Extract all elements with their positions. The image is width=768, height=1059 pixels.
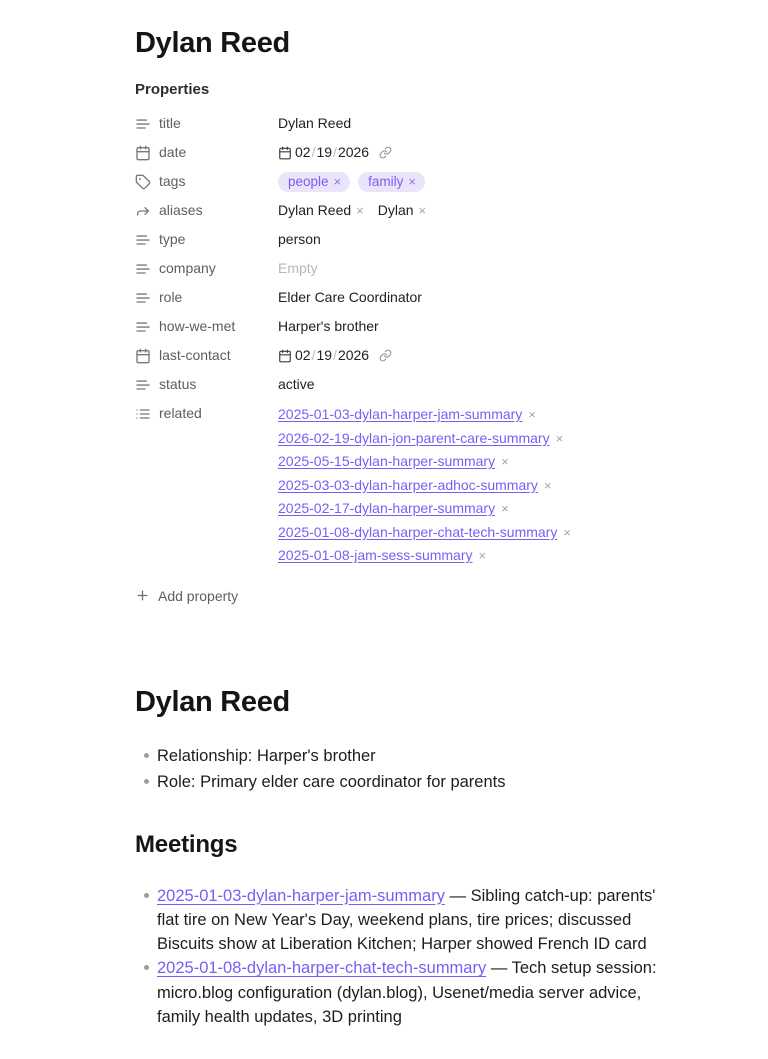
property-key-title[interactable] [135,113,278,134]
property-key-aliases[interactable] [135,200,278,221]
text-icon [135,319,151,335]
link-icon[interactable] [379,146,392,159]
property-label: role [159,289,183,305]
plus-icon [135,588,150,603]
property-label: type [159,231,186,247]
related-item [278,403,668,427]
property-value-status[interactable] [278,374,668,395]
property-value-role[interactable] [278,287,668,308]
property-key-status[interactable] [135,374,278,395]
property-value-date[interactable] [278,142,668,163]
property-key-date[interactable] [135,142,278,163]
related-link[interactable]: 2025-01-08-jam-sess-summary [278,547,473,563]
property-label: related [159,405,202,421]
text-icon [135,377,151,393]
property-row-date [135,138,668,167]
property-text: active [278,376,315,392]
text-icon [135,232,151,248]
link-icon[interactable] [379,349,392,362]
date-year[interactable]: 2026 [337,144,370,160]
property-label: tags [159,173,186,189]
property-label: how-we-met [159,318,236,334]
related-item [278,474,668,498]
property-value-aliases[interactable] [278,200,668,221]
property-key-role[interactable] [135,287,278,308]
remove-link-icon[interactable]: × [563,524,571,540]
related-link[interactable]: 2025-01-08-dylan-harper-chat-tech-summary [278,523,558,540]
related-item [278,544,668,568]
related-link[interactable]: 2025-05-15-dylan-harper-summary [278,453,496,469]
related-item [278,521,668,545]
remove-link-icon[interactable]: × [555,430,564,446]
property-value-company[interactable] [278,258,668,279]
property-row-related [135,399,668,572]
calendar-icon [135,348,151,364]
remove-alias-icon[interactable]: × [418,203,427,218]
related-link[interactable]: 2025-03-03-dylan-harper-adhoc-summary [278,476,538,493]
meeting-description: — Sibling catch-up: parents' flat tire on New Year's Day, weekend plans, tire prices; discussed Biscuits show at Liberation Kitchen; Harper showed French ID card [157,886,656,954]
tag-label: people [288,173,329,189]
property-row-how-we-met [135,312,668,341]
remove-link-icon[interactable]: × [528,407,536,422]
date-separator: / [311,347,316,363]
related-link[interactable]: 2025-01-03-dylan-harper-jam-summary [278,406,523,422]
property-key-type[interactable] [135,229,278,250]
related-link[interactable]: 2026-02-19-dylan-jon-parent-care-summary [278,429,550,446]
properties-table [135,109,668,572]
properties-panel [135,81,668,605]
empty-placeholder: Empty [278,260,318,276]
date-day[interactable]: 19 [316,347,333,363]
alias-label: Dylan [377,202,414,218]
property-label: last-contact [159,347,231,363]
property-row-company [135,254,668,283]
property-value-title[interactable] [278,113,668,134]
calendar-icon [135,145,151,161]
property-row-tags [135,167,668,196]
property-label: status [159,376,197,392]
profile-list [135,743,668,795]
remove-link-icon[interactable]: × [501,454,509,469]
tag-pill[interactable] [278,172,350,192]
body-heading: Dylan Reed [135,685,290,718]
property-row-role [135,283,668,312]
list-item [157,956,668,1029]
meeting-link[interactable]: 2025-01-03-dylan-harper-jam-summary [157,886,445,905]
property-key-how-we-met[interactable] [135,316,278,337]
date-separator: / [333,144,337,160]
forward-icon [135,203,151,219]
meeting-link[interactable]: 2025-01-08-dylan-harper-chat-tech-summary [157,959,487,978]
property-key-tags[interactable] [135,171,278,192]
property-row-status [135,370,668,399]
property-text: person [278,231,321,247]
property-value-related[interactable] [278,403,668,568]
text-icon [135,290,151,306]
property-value-type[interactable] [278,229,668,250]
property-label: aliases [159,202,203,218]
date-separator: / [311,144,316,160]
related-item [278,427,668,451]
remove-tag-icon[interactable]: × [408,173,416,189]
remove-tag-icon[interactable]: × [333,173,342,189]
properties-heading: Properties [135,81,210,98]
property-row-title [135,109,668,138]
property-row-last-contact [135,341,668,370]
property-key-related[interactable] [135,403,278,424]
text-icon [135,116,151,132]
property-label: company [159,260,216,276]
tags-icon [135,174,151,190]
add-property-label: Add property [158,587,239,604]
page-title[interactable]: Dylan Reed [135,27,290,59]
date-day[interactable]: 19 [316,144,333,160]
add-property-button[interactable] [135,587,238,605]
remove-link-icon[interactable]: × [543,477,552,493]
date-separator: / [333,347,337,363]
alias-chip[interactable] [378,200,426,221]
remove-link-icon[interactable]: × [478,548,487,563]
property-label: date [159,144,187,160]
calendar-icon [278,146,292,160]
property-value-tags[interactable] [278,171,668,192]
property-row-aliases [135,196,668,225]
property-value-how-we-met[interactable] [278,316,668,337]
text-icon [135,261,151,277]
property-value-last-contact[interactable] [278,345,668,366]
property-text: Harper's brother [278,318,379,334]
property-text: Dylan Reed [278,115,352,131]
related-item [278,497,668,521]
related-item [278,450,668,474]
property-key-last-contact[interactable] [135,345,278,366]
meetings-list [135,884,668,1030]
property-text: Elder Care Coordinator [278,289,422,305]
list-item [157,884,668,957]
list-icon [135,406,151,422]
related-link[interactable]: 2025-02-17-dylan-harper-summary [278,500,496,516]
meetings-heading: Meetings [135,830,238,858]
alias-chip[interactable] [278,200,364,221]
remove-alias-icon[interactable]: × [356,203,364,218]
note-body [135,685,668,1030]
list-item: Relationship: Harper's brother [157,743,668,769]
remove-link-icon[interactable]: × [501,501,509,516]
date-year[interactable]: 2026 [337,347,370,363]
meeting-description: — Tech setup session: micro.blog configuration (dylan.blog), Usenet/media server advice, family health updates, 3D printing [157,959,657,1026]
tag-pill[interactable] [358,172,425,192]
property-row-type [135,225,668,254]
property-label: title [159,115,181,131]
alias-label: Dylan Reed [278,202,352,218]
tag-label: family [368,173,404,189]
date-month[interactable]: 02 [295,347,311,363]
date-month[interactable]: 02 [295,144,311,160]
list-item: Role: Primary elder care coordinator for parents [157,769,668,795]
calendar-icon [278,349,292,363]
property-key-company[interactable] [135,258,278,279]
